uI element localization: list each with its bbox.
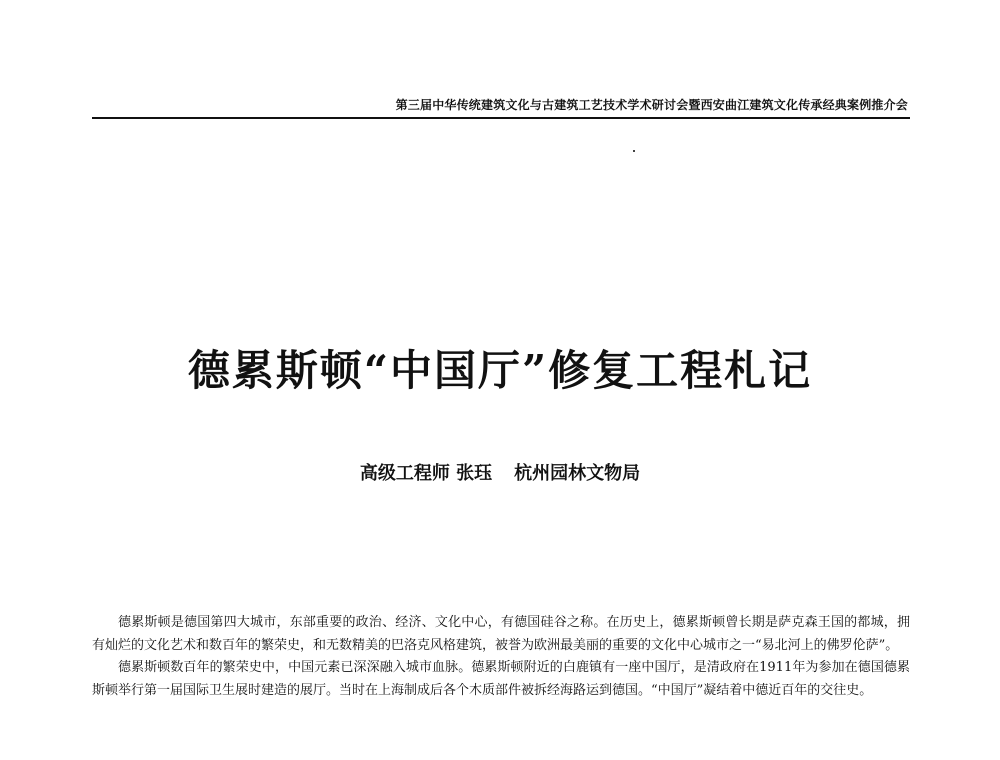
author-title: 高级工程师 — [359, 463, 450, 484]
article-body — [92, 612, 910, 702]
author-affiliation: 杭州园林文物局 — [514, 463, 641, 484]
author-name: 张珏 — [456, 463, 493, 484]
byline — [0, 459, 1000, 485]
article-title: 德累斯顿“中国厅”修复工程札记 — [187, 346, 813, 395]
header-rule — [92, 117, 910, 119]
body-paragraph-1: 德累斯顿是德国第四大城市，东部重要的政治、经济、文化中心，有德国硅谷之称。在历史上，德累斯顿曾长期是萨克森王国的都城，拥有灿烂的文化艺术和数百年的繁荣史，和无数精美的巴洛克风格建筑，被誉为欧洲最美丽的重要的文化中心城市之一“易北河上的佛罗伦萨”。 — [92, 615, 910, 653]
body-paragraph-2: 德累斯顿数百年的繁荣史中，中国元素已深深融入城市血脉。德累斯顿附近的白鹿镇有一座中国厅，是清政府在1911年为参加在德国德累斯顿举行第一届国际卫生展时建造的展厅。当时在上海制成后各个木质部件被拆经海路运到德国。“中国厅”凝结着中德近百年的交往史。 — [92, 660, 910, 698]
running-header: 第三届中华传统建筑文化与古建筑工艺技术学术研讨会暨西安曲江建筑文化传承经典案例推介会 — [395, 98, 908, 112]
scan-speck — [633, 150, 635, 152]
